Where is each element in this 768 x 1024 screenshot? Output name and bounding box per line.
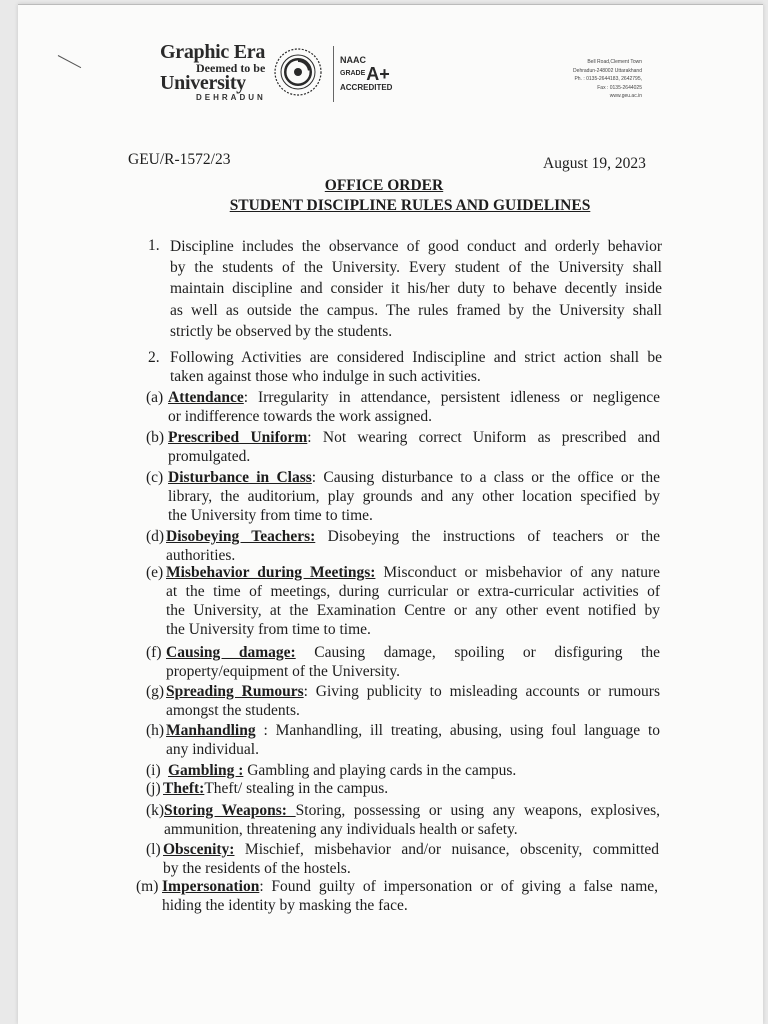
rule-term: Manhandling <box>166 722 256 739</box>
order-date: August 19, 2023 <box>543 155 646 172</box>
logo-line-4: DEHRADUN <box>196 93 266 102</box>
naac-accredited: ACCREDITED <box>340 83 393 92</box>
rule-term: Prescribed Uniform <box>168 429 308 446</box>
point-number: 1. <box>148 237 160 254</box>
logo-line-3: University <box>160 72 246 94</box>
item-marker-b: (b) <box>146 429 165 446</box>
rule-term: Impersonation <box>162 878 260 895</box>
rule-term: Disobeying Teachers: <box>166 528 316 545</box>
text-line: Theft:Theft/ stealing in the campus. <box>163 780 389 797</box>
rule-term: Theft: <box>163 780 205 797</box>
document-subtitle: STUDENT DISCIPLINE RULES AND GUIDELINES <box>229 197 591 214</box>
item-marker-f: (f) <box>146 644 162 661</box>
address-line: Fax : 0135-2644025 <box>597 84 642 91</box>
naac-label: NAAC <box>340 55 366 65</box>
rule-item-m <box>162 877 658 915</box>
logo-line-2: Deemed to be <box>196 61 266 75</box>
text-line: the University from time to time. <box>166 621 371 638</box>
rule-item-c <box>168 468 660 525</box>
address-block <box>573 58 642 101</box>
rule-item-k <box>164 801 660 839</box>
item-marker-m: (m) <box>136 878 159 895</box>
text-line: amongst the students. <box>166 702 300 719</box>
text-line: authorities. <box>166 547 236 564</box>
text-line: Manhandling : Manhandling, ill treating, abusing, using foul language to <box>166 722 660 739</box>
text-line: hiding the identity by masking the face. <box>162 897 408 914</box>
text-line: at the time of meetings, during curricular or extra-curricular activities of <box>166 583 660 600</box>
rule-term: Misbehavior during Meetings: <box>166 564 376 581</box>
text-line: taken against those who indulge in such activities. <box>170 368 481 385</box>
text-line: the University, at the Examination Centre or any other event notified by <box>166 602 660 619</box>
item-marker-k: (k) <box>146 802 165 819</box>
text-line: Storing Weapons: Storing, possessing or using any weapons, explosives, <box>164 802 660 819</box>
text-line: Impersonation: Found guilty of impersonation or of giving a false name, <box>162 878 658 895</box>
address-line: Ph. : 0135-2644183, 2642795, <box>574 76 642 82</box>
rule-item-a <box>168 388 660 426</box>
rule-item-d <box>166 527 660 565</box>
text-line: strictly be observed by the students. <box>170 322 393 340</box>
university-seal-icon <box>272 42 324 102</box>
text-line: Spreading Rumours: Giving publicity to misleading accounts or rumours <box>166 683 660 700</box>
rule-item-j <box>163 779 657 798</box>
rule-item-e <box>166 563 660 639</box>
document-title: OFFICE ORDER <box>324 177 444 194</box>
naac-badge <box>340 55 392 92</box>
item-marker-e: (e) <box>146 564 164 581</box>
text-line: Prescribed Uniform: Not wearing correct Uniform as prescribed and <box>168 429 660 446</box>
text-line: Causing damage: Causing damage, spoiling or disfiguring the <box>166 644 660 661</box>
address-line: Dehradun-248002 Uttarakhand <box>573 67 642 74</box>
point-number: 2. <box>148 349 160 366</box>
text-line: library, the auditorium, play grounds and any other location specified by <box>168 488 660 505</box>
text-line: by the residents of the hostels. <box>163 860 351 877</box>
text-line: Discipline includes the observance of good conduct and orderly behavior <box>170 238 662 255</box>
item-marker-c: (c) <box>146 469 164 486</box>
rule-term: Causing damage: <box>166 644 296 661</box>
text-line: Gambling : Gambling and playing cards in the campus. <box>168 762 517 779</box>
item-marker-h: (h) <box>146 722 165 739</box>
rule-term: Disturbance in Class <box>168 469 312 486</box>
rule-term: Storing Weapons: <box>164 802 296 819</box>
university-logo-text <box>160 42 272 104</box>
text-line: promulgated. <box>168 448 251 465</box>
naac-grade: A+ <box>366 63 390 84</box>
item-marker-a: (a) <box>146 389 164 406</box>
item-marker-i: (i) <box>146 762 161 779</box>
text-line: property/equipment of the University. <box>166 663 401 680</box>
text-line: or indifference towards the work assigned. <box>168 408 432 425</box>
text-line: Disobeying Teachers: Disobeying the instructions of teachers or the <box>166 528 660 545</box>
text-line: Following Activities are considered Indiscipline and strict action shall be <box>170 349 662 366</box>
text-line: the University from time to time. <box>168 507 373 524</box>
text-line: any individual. <box>166 741 259 758</box>
rule-item-f <box>166 643 660 681</box>
text-line: maintain discipline and consider it his/her duty to behave decently inside <box>170 280 662 298</box>
naac-grade-label: GRADE <box>340 69 366 77</box>
item-marker-g: (g) <box>146 683 165 700</box>
rule-item-g <box>166 682 660 720</box>
text-line: as well as outside the campus. The rules framed by the University shall <box>170 301 662 319</box>
item-marker-d: (d) <box>146 528 165 545</box>
point-1-text <box>170 236 662 342</box>
rule-term: Spreading Rumours <box>166 683 304 700</box>
rule-item-h <box>166 721 660 759</box>
item-marker-l: (l) <box>146 841 161 858</box>
rule-item-l <box>163 840 659 878</box>
text-line: Misbehavior during Meetings: Misconduct or misbehavior of any nature <box>166 564 660 581</box>
rule-term: Obscenity: <box>163 841 235 858</box>
rule-item-i <box>168 761 662 780</box>
reference-number: GEU/R-1572/23 <box>128 151 231 168</box>
rule-term: Attendance <box>168 389 244 406</box>
text-line: ammunition, threatening any individuals health or safety. <box>164 821 518 838</box>
point-2-text <box>170 348 662 386</box>
text-line: Disturbance in Class: Causing disturbance to a class or the office or the <box>168 469 660 486</box>
text-line: Attendance: Irregularity in attendance, persistent idleness or negligence <box>168 389 660 406</box>
rule-term: Gambling : <box>168 762 244 779</box>
address-line: Bell Road,Clement Town <box>587 59 642 65</box>
item-marker-j: (j) <box>146 780 161 797</box>
address-line: www.geu.ac.in <box>609 93 642 99</box>
logo-line-1: Graphic Era <box>160 41 266 63</box>
page-top-edge <box>18 4 763 5</box>
text-line: Obscenity: Mischief, misbehavior and/or nuisance, obscenity, committed <box>163 841 659 858</box>
header-divider <box>333 46 334 102</box>
text-line: by the students of the University. Every student of the University shall <box>170 259 662 277</box>
rule-item-b <box>168 428 660 466</box>
